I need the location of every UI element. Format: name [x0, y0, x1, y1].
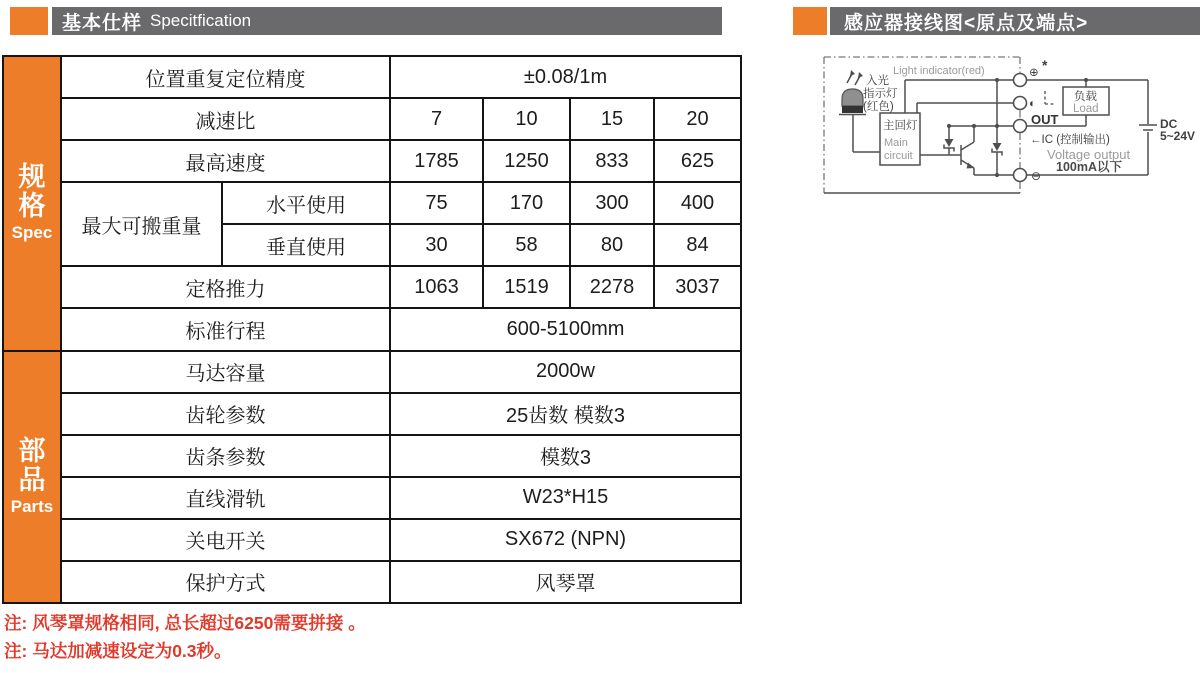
junction-dot [995, 78, 999, 82]
wire-terminal-mid [917, 103, 1014, 113]
cell-ratio-4: 20 [655, 99, 740, 139]
main-circuit-zh-label: 主回灯 [883, 120, 918, 132]
ic-output-label: ←IC (控制输出) [1030, 134, 1110, 146]
row-label-gear: 齿轮参数 [62, 394, 389, 434]
current-limit-label: 100mA以下 [1056, 160, 1122, 174]
load-en-label: Load [1073, 103, 1099, 115]
led-band [842, 106, 863, 113]
row-label-max-speed: 最高速度 [62, 141, 389, 181]
light-zh-label-2: 指示灯 [863, 88, 898, 100]
row-label-accuracy: 位置重复定位精度 [62, 57, 389, 97]
row-label-switch: 关电开关 [62, 520, 389, 560]
section-label-zh: 规格 [18, 162, 46, 222]
ray-arrowhead [858, 72, 863, 78]
out-label: OUT [1031, 112, 1059, 127]
asterisk-mark: * [1042, 57, 1048, 73]
row-label-rated-thrust: 定格推力 [62, 267, 389, 307]
section-label-en: Spec [11, 223, 53, 243]
cell-vertical-3: 80 [571, 225, 653, 265]
cell-speed-1: 1785 [391, 141, 482, 181]
mid-terminal-symbol: ◐ [1029, 98, 1036, 110]
cell-rail-value: W23*H15 [391, 478, 740, 518]
accent-square [793, 7, 827, 35]
terminal-mid [1014, 97, 1027, 110]
cell-accuracy-value: ±0.08/1m [391, 57, 740, 97]
section-label-zh: 部品 [18, 435, 46, 495]
terminal-plus [1014, 74, 1027, 87]
right-header-title: 感应器接线图<原点及端点> [844, 12, 1089, 34]
main-circuit-en-label-2: circuit [884, 150, 913, 162]
footnote-2: 注: 马达加减速设定为0.3秒。 [4, 641, 232, 661]
cell-horizontal-4: 400 [655, 183, 740, 223]
zener1-diode-icon [945, 139, 954, 147]
cell-thrust-4: 3037 [655, 267, 740, 307]
light-indicator-en-label: Light indicator(red) [893, 65, 985, 77]
junction-dot [947, 124, 951, 128]
cell-vertical-2: 58 [484, 225, 569, 265]
cell-thrust-3: 2278 [571, 267, 653, 307]
spec-table [2, 55, 742, 604]
accent-square [10, 7, 48, 35]
footnote-1: 注: 风琴罩规格相同, 总长超过6250需要拼接 。 [4, 613, 366, 633]
dc-label: DC [1160, 117, 1178, 131]
row-label-horizontal: 水平使用 [223, 183, 389, 223]
cell-horizontal-3: 300 [571, 183, 653, 223]
cell-ratio-2: 10 [484, 99, 569, 139]
cell-stroke-value: 600-5100mm [391, 309, 740, 349]
junction-dot [995, 124, 999, 128]
section-label-en: Parts [10, 496, 54, 516]
zener2-diode-icon [993, 143, 1002, 151]
cell-vertical-4: 84 [655, 225, 740, 265]
cell-gear-value: 25齿数 模数3 [391, 394, 740, 434]
left-header-title-en: Specitfication [150, 11, 252, 30]
cell-motor-value: 2000w [391, 352, 740, 392]
cell-switch-value: SX672 (NPN) [391, 520, 740, 560]
footnotes [4, 609, 366, 665]
dashed-stub [1045, 91, 1055, 104]
row-label-max-load: 最大可搬重量 [62, 183, 221, 265]
cell-rack-value: 模数3 [391, 436, 740, 476]
plus-terminal-symbol: ⊕ [1029, 67, 1039, 79]
junction-dot [995, 173, 999, 177]
right-section-header [830, 7, 1200, 35]
transistor-collector [961, 126, 974, 150]
section-cell-spec [4, 57, 60, 350]
left-header-title-zh: 基本仕样 [62, 12, 143, 34]
cell-protection-value: 风琴罩 [391, 562, 740, 602]
cell-ratio-1: 7 [391, 99, 482, 139]
cell-speed-4: 625 [655, 141, 740, 181]
row-label-protection: 保护方式 [62, 562, 389, 602]
cell-speed-3: 833 [571, 141, 653, 181]
minus-terminal-symbol: ⊖ [1031, 169, 1042, 183]
row-label-stroke: 标准行程 [62, 309, 389, 349]
row-label-rack: 齿条参数 [62, 436, 389, 476]
main-circuit-en-label-1: Main [884, 137, 908, 149]
cell-thrust-1: 1063 [391, 267, 482, 307]
left-section-header [52, 7, 722, 35]
led-dome [842, 89, 863, 106]
light-zh-label-3: (红色) [863, 101, 894, 113]
cell-horizontal-2: 170 [484, 183, 569, 223]
junction-dot [972, 124, 976, 128]
light-zh-label-1: 入光 [866, 75, 889, 87]
terminal-minus [1014, 169, 1027, 182]
section-cell-parts [4, 352, 60, 602]
wire-led-lead [853, 115, 880, 152]
row-label-motor: 马达容量 [62, 352, 389, 392]
voltage-output-label: Voltage output [1047, 147, 1131, 162]
dc-voltage-label: 5~24V [1160, 129, 1196, 143]
row-label-ratio: 减速比 [62, 99, 389, 139]
cell-vertical-1: 30 [391, 225, 482, 265]
row-label-vertical: 垂直使用 [223, 225, 389, 265]
cell-speed-2: 1250 [484, 141, 569, 181]
cell-horizontal-1: 75 [391, 183, 482, 223]
sensor-wiring-diagram [810, 45, 1200, 230]
cell-ratio-3: 15 [571, 99, 653, 139]
row-label-rail: 直线滑轨 [62, 478, 389, 518]
ray-arrowhead [850, 70, 855, 76]
cell-thrust-2: 1519 [484, 267, 569, 307]
load-zh-label: 负载 [1074, 91, 1097, 103]
terminal-out [1014, 120, 1027, 133]
